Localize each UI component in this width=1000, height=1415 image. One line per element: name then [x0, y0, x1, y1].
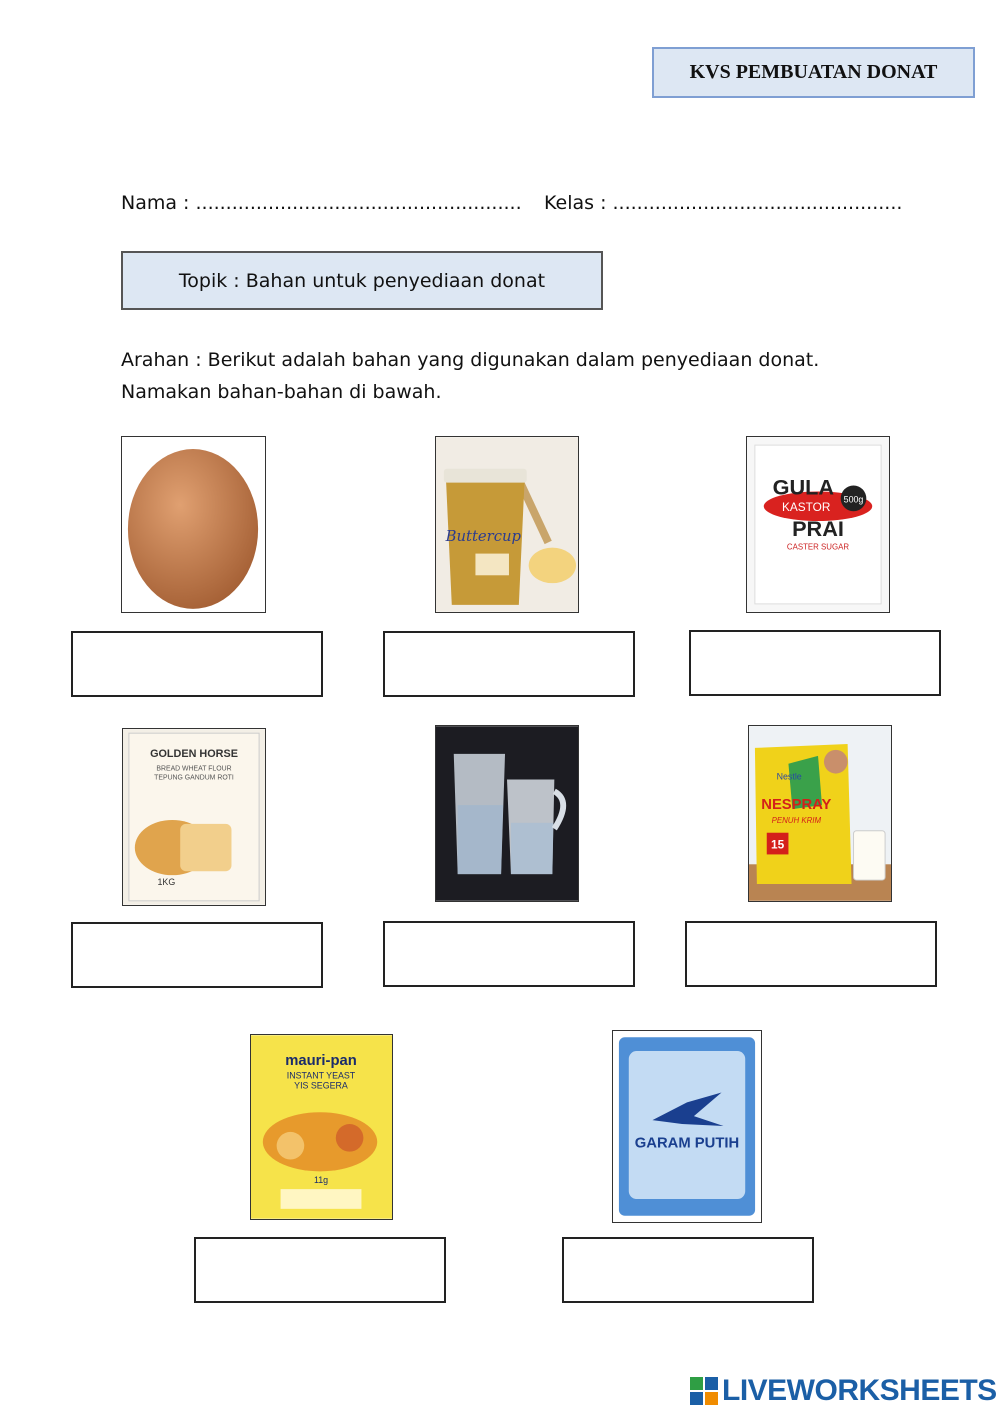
liveworksheets-icon: [690, 1377, 718, 1405]
yeast-sub: INSTANT YEAST: [286, 1070, 356, 1081]
milk-sub: PENUH KRIM: [771, 815, 822, 825]
milk-badge: 15: [771, 837, 785, 852]
answer-box-water[interactable]: [383, 921, 635, 987]
flour-sub2: TEPUNG GANDUM ROTI: [154, 774, 234, 782]
yeast-pack-icon: [250, 1034, 393, 1220]
yeast-brand: mauri-pan: [285, 1052, 357, 1069]
flour-weight: 1KG: [157, 877, 176, 888]
milk-brand: Nestle: [776, 771, 802, 782]
answer-box-butter[interactable]: [383, 631, 635, 697]
yeast-sub2: YIS SEGERA: [294, 1080, 348, 1091]
liveworksheets-logo: [690, 1374, 997, 1408]
answer-box-yeast[interactable]: [194, 1237, 446, 1303]
sugar-weight: 500g: [843, 494, 864, 505]
butter-tub-icon: [435, 436, 579, 613]
egg-icon: [121, 436, 266, 613]
worksheet-title: KVS PEMBUATAN DONAT: [652, 47, 975, 98]
name-field: Nama : ......................................................: [121, 192, 522, 214]
instructions-line-2: Namakan bahan-bahan di bawah.: [121, 381, 442, 403]
yeast-weight: 11g: [313, 1175, 329, 1186]
butter-brand: Buttercup: [445, 527, 522, 545]
flour-brand: GOLDEN HORSE: [150, 747, 238, 760]
salt-pack-icon: [612, 1030, 762, 1223]
salt-name: GARAM PUTIH: [634, 1135, 740, 1152]
instructions-line-1: Arahan : Berikut adalah bahan yang digunakan dalam penyediaan donat.: [121, 349, 820, 371]
instructions: [121, 344, 819, 408]
answer-box-milk[interactable]: [685, 921, 937, 987]
answer-box-egg[interactable]: [71, 631, 323, 697]
answer-box-salt[interactable]: [562, 1237, 814, 1303]
water-jug-icon: [435, 725, 579, 902]
answer-box-flour[interactable]: [71, 922, 323, 988]
sugar-brand: GULA: [772, 474, 835, 500]
answer-box-sugar[interactable]: [689, 630, 941, 696]
sugar-caption: CASTER SUGAR: [786, 542, 850, 552]
flour-sub: BREAD WHEAT FLOUR: [156, 765, 232, 773]
milk-powder-icon: [748, 725, 892, 902]
sugar-pack-icon: [746, 436, 890, 613]
sugar-sub: KASTOR: [781, 500, 831, 515]
topic-box: Topik : Bahan untuk penyediaan donat: [121, 251, 603, 310]
milk-name: NESPRAY: [761, 797, 832, 814]
class-field: Kelas : ................................................: [544, 192, 903, 214]
liveworksheets-text: LIVEWORKSHEETS: [722, 1374, 997, 1407]
sugar-name: PRAI: [792, 515, 844, 541]
flour-pack-icon: [122, 728, 266, 906]
